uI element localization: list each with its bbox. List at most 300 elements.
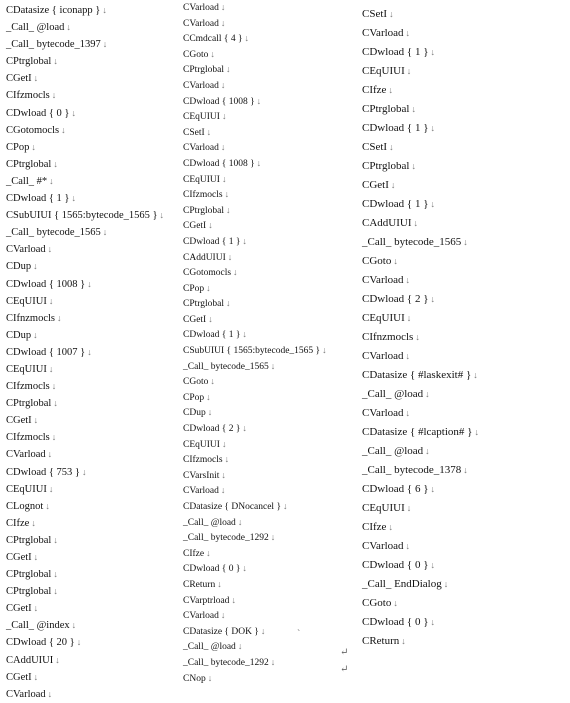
code-line: [6, 617, 164, 634]
code-text: CPtrglobal: [183, 65, 224, 76]
code-line: [362, 5, 479, 24]
code-text: CDwload { 753 }: [6, 466, 80, 478]
code-line: [183, 343, 327, 359]
code-line: [183, 499, 327, 515]
code-text: CVarptrload: [183, 595, 230, 606]
code-line: [183, 483, 327, 499]
paragraph-mark-icon: ↓: [47, 688, 53, 699]
code-text: CDwload { 1 }: [6, 193, 70, 205]
code-column-3: [362, 5, 479, 651]
code-line: [362, 214, 479, 233]
code-line: [6, 258, 164, 275]
code-text: CPtrglobal: [183, 205, 224, 216]
code-text: CIfzmocls: [6, 432, 50, 444]
code-line: [362, 594, 479, 613]
code-text: CDwload { 1 }: [183, 236, 241, 247]
code-text: CGoto: [362, 255, 392, 267]
code-text: CAddUIUI: [6, 654, 54, 666]
code-line: [362, 81, 479, 100]
code-line: [6, 412, 164, 429]
code-line: [6, 224, 164, 241]
code-text: CDwload { 1007 }: [6, 346, 86, 358]
paragraph-mark-icon: ↓: [81, 466, 87, 477]
code-text: CDatasize { #lcaption# }: [362, 426, 473, 438]
code-text: _Call_ @load: [183, 517, 236, 528]
paragraph-mark-icon: ↓: [425, 389, 430, 399]
code-text: CEqUIUI: [362, 65, 405, 77]
code-line: [362, 613, 479, 632]
code-line: [6, 19, 164, 36]
code-text: CEqUIUI: [183, 112, 220, 123]
paragraph-mark-icon: ↓: [33, 603, 39, 614]
code-line: [6, 378, 164, 395]
paragraph-mark-icon: ↓: [231, 594, 236, 605]
code-line: [183, 530, 327, 546]
paragraph-mark-icon: ↓: [206, 282, 211, 293]
paragraph-mark-icon: ↓: [87, 278, 92, 289]
code-line: [183, 390, 327, 406]
paragraph-mark-icon: ↓: [45, 500, 50, 511]
code-text: _Call_ @load: [6, 22, 65, 34]
code-line: [183, 265, 327, 281]
code-line: [362, 461, 479, 480]
paragraph-mark-icon: ↓: [237, 516, 243, 527]
paragraph-mark-icon: ↓: [66, 22, 71, 33]
code-text: CPop: [183, 283, 205, 294]
paragraph-mark-icon: ↓: [33, 415, 39, 426]
code-text: CDwload { 1 }: [362, 198, 429, 210]
paragraph-mark-icon: ↓: [49, 175, 54, 186]
paragraph-mark-icon: ↓: [389, 142, 394, 152]
code-line: [183, 374, 327, 390]
paragraph-mark-icon: ↓: [430, 560, 435, 570]
paragraph-mark-icon: ↓: [227, 251, 233, 262]
paragraph-mark-icon: ↓: [473, 370, 478, 380]
code-line: [183, 31, 327, 47]
code-text: CIfnzmocls: [6, 312, 55, 324]
paragraph-mark-icon: ↓: [71, 193, 76, 204]
code-text: CGetI: [183, 221, 207, 232]
paragraph-mark-icon: ↓: [405, 28, 411, 38]
paragraph-mark-icon: ↓: [443, 579, 449, 589]
paragraph-mark-icon: ↓: [220, 2, 226, 12]
code-text: CDwload { 2 }: [183, 424, 241, 435]
code-text: CDup: [183, 408, 206, 419]
code-text: CCmdcall { 4 }: [183, 34, 243, 45]
code-text: CEqUIUI: [183, 439, 220, 450]
code-text: CDwload { 6 }: [362, 483, 429, 495]
code-text: CGetI: [6, 552, 32, 563]
code-line: [6, 310, 164, 327]
code-line: [362, 100, 479, 119]
code-text: CDwload { 20 }: [6, 637, 75, 649]
return-mark: ↵: [340, 647, 349, 658]
code-line: [362, 404, 479, 423]
paragraph-mark-icon: ↓: [393, 256, 398, 266]
paragraph-mark-icon: ↓: [206, 126, 212, 137]
code-text: CVarload: [183, 80, 219, 91]
code-line: [183, 327, 327, 343]
paragraph-mark-icon: ↓: [405, 351, 411, 361]
paragraph-mark-icon: ↓: [221, 111, 227, 122]
code-line: [6, 652, 164, 669]
paragraph-mark-icon: ↓: [33, 329, 38, 340]
code-line: [6, 464, 164, 481]
code-line: [183, 140, 327, 156]
paragraph-mark-icon: ↓: [210, 48, 215, 59]
code-line: [183, 359, 327, 375]
paragraph-mark-icon: ↓: [388, 522, 393, 532]
code-text: CVarload: [183, 611, 219, 622]
code-text: CPtrglobal: [362, 103, 410, 115]
paragraph-mark-icon: ↓: [87, 346, 92, 357]
code-line: [6, 634, 164, 651]
paragraph-mark-icon: ↓: [463, 465, 468, 475]
paragraph-mark-icon: ↓: [270, 656, 276, 667]
code-text: CDatasize { #laskexit# }: [362, 369, 472, 381]
paragraph-mark-icon: ↓: [221, 438, 227, 449]
code-line: [6, 481, 164, 498]
code-text: CVarload: [362, 350, 404, 362]
code-line: [362, 43, 479, 62]
code-line: [183, 561, 327, 577]
code-line: [6, 36, 164, 53]
code-text: CDwload { 1 }: [362, 122, 429, 134]
code-text: CIfze: [183, 548, 205, 559]
code-line: [362, 271, 479, 290]
code-line: [183, 109, 327, 125]
code-text: _Call_ bytecode_1565: [362, 236, 462, 248]
paragraph-mark-icon: ↓: [226, 298, 231, 309]
code-line: [6, 70, 164, 87]
code-text: CEqUIUI: [362, 502, 405, 514]
code-text: CGotomocls: [183, 268, 232, 279]
paragraph-mark-icon: ↓: [102, 227, 108, 238]
code-line: [362, 347, 479, 366]
code-text: CPop: [6, 141, 30, 153]
code-text: CEqUIUI: [6, 295, 47, 307]
code-text: CPtrglobal: [6, 586, 52, 598]
paragraph-mark-icon: ↓: [51, 432, 57, 443]
paragraph-mark-icon: ↓: [53, 398, 58, 409]
code-text: CVarload: [183, 18, 219, 29]
code-line: [183, 125, 327, 141]
code-text: CDup: [6, 329, 32, 341]
code-line: [6, 361, 164, 378]
code-line: [183, 172, 327, 188]
paragraph-mark-icon: ↓: [206, 391, 211, 402]
code-line: [6, 583, 164, 600]
code-text: CVarsInit: [183, 470, 220, 481]
paragraph-mark-icon: ↓: [51, 381, 57, 392]
code-line: [362, 442, 479, 461]
code-line: [183, 546, 327, 562]
code-line: [362, 499, 479, 518]
code-text: CVarload: [183, 486, 219, 497]
code-line: [6, 122, 164, 139]
paragraph-mark-icon: ↓: [53, 586, 58, 597]
code-text: CPtrglobal: [6, 534, 52, 546]
paragraph-mark-icon: ↓: [389, 9, 394, 19]
code-text: CIfzmocls: [183, 455, 223, 466]
code-line: [183, 250, 327, 266]
code-column-1: [6, 2, 164, 703]
code-line: [6, 395, 164, 412]
code-line: [362, 233, 479, 252]
paragraph-mark-icon: ↓: [33, 671, 39, 682]
code-text: CVarload: [362, 540, 404, 552]
paragraph-mark-icon: ↓: [217, 578, 222, 589]
code-line: [6, 344, 164, 361]
code-line: [183, 405, 327, 421]
code-text: CEqUIUI: [183, 174, 220, 185]
code-line: [362, 119, 479, 138]
code-text: CDwload { 0 }: [362, 616, 429, 628]
code-text: CVarload: [362, 274, 404, 286]
code-text: CGoto: [183, 49, 209, 60]
code-text: CDwload { 1008 }: [6, 278, 86, 290]
code-text: CEqUIUI: [6, 483, 47, 495]
paragraph-mark-icon: ↓: [401, 636, 406, 646]
paragraph-mark-icon: ↓: [220, 79, 226, 90]
paragraph-mark-icon: ↓: [388, 85, 393, 95]
code-text: CReturn: [183, 579, 216, 590]
code-line: [6, 549, 164, 566]
code-line: [183, 655, 327, 671]
code-text: CDwload { 0 }: [6, 107, 70, 119]
code-text: CGetI: [6, 415, 32, 427]
return-mark: ↵: [340, 664, 349, 675]
code-line: [6, 532, 164, 549]
code-line: [183, 156, 327, 172]
paragraph-mark-icon: ↓: [390, 180, 396, 190]
code-line: [6, 241, 164, 258]
code-line: [6, 429, 164, 446]
code-text: _Call_ @load: [362, 445, 424, 457]
code-text: CGetI: [6, 73, 32, 85]
code-line: [183, 608, 327, 624]
code-line: [6, 600, 164, 617]
code-line: [6, 669, 164, 686]
code-line: [6, 498, 164, 515]
paragraph-mark-icon: ↓: [242, 235, 247, 246]
paragraph-mark-icon: ↓: [224, 454, 230, 465]
code-text: CSetI: [183, 127, 205, 138]
code-line: [6, 686, 164, 703]
paragraph-mark-icon: ↓: [233, 267, 238, 278]
code-text: CGetI: [6, 603, 32, 615]
paragraph-mark-icon: ↓: [413, 218, 418, 228]
code-line: [183, 639, 327, 655]
paragraph-mark-icon: ↓: [51, 90, 57, 101]
code-text: _Call_ @index: [6, 620, 70, 632]
code-text: CSetI: [362, 141, 388, 153]
code-line: [362, 366, 479, 385]
paragraph-mark-icon: ↓: [221, 469, 226, 480]
code-text: CDwload { 1 }: [362, 46, 429, 58]
code-text: CVarload: [362, 27, 404, 39]
code-text: _Call_ #*: [6, 175, 48, 187]
paragraph-mark-icon: ↓: [256, 95, 262, 106]
code-text: CDwload { 2 }: [362, 293, 429, 305]
code-line: [183, 437, 327, 453]
code-line: [362, 176, 479, 195]
code-line: [183, 312, 327, 328]
paragraph-mark-icon: ↓: [425, 446, 430, 456]
code-text: CPtrglobal: [6, 398, 52, 410]
code-text: CDatasize { iconapp }: [6, 5, 101, 16]
paragraph-mark-icon: ↓: [405, 541, 411, 551]
code-text: CIfze: [362, 84, 387, 96]
code-line: [362, 290, 479, 309]
paragraph-mark-icon: ↓: [406, 503, 412, 513]
paragraph-mark-icon: ↓: [430, 123, 435, 133]
paragraph-mark-icon: ↓: [31, 141, 36, 152]
code-line: [183, 187, 327, 203]
paragraph-mark-icon: ↓: [61, 124, 66, 135]
code-text: _Call_ bytecode_1292: [183, 657, 269, 668]
code-text: CEqUIUI: [6, 363, 47, 375]
code-line: [183, 234, 327, 250]
code-text: CVarload: [6, 449, 46, 461]
code-text: CNop: [183, 673, 206, 684]
paragraph-mark-icon: ↓: [405, 275, 411, 285]
paragraph-mark-icon: ↓: [221, 173, 227, 184]
paragraph-mark-icon: ↓: [220, 142, 226, 153]
paragraph-mark-icon: ↓: [406, 66, 412, 76]
paragraph-mark-icon: ↓: [220, 17, 226, 28]
paragraph-mark-icon: ↓: [224, 189, 230, 200]
paragraph-mark-icon: ↓: [430, 294, 435, 304]
code-text: CVarload: [6, 688, 46, 700]
code-text: CPtrglobal: [6, 56, 52, 68]
paragraph-mark-icon: ↓: [220, 610, 226, 621]
code-line: [183, 671, 327, 687]
code-text: CDwload { 1008 }: [183, 96, 255, 107]
paragraph-mark-icon: ↓: [208, 313, 213, 324]
paragraph-mark-icon: ↓: [270, 360, 276, 371]
code-text: _Call_ bytecode_1378: [362, 464, 462, 476]
code-text: _Call_ bytecode_1565: [183, 361, 269, 372]
code-line: [362, 138, 479, 157]
code-text: CSubUIUI { 1565:bytecode_1565 }: [6, 210, 158, 222]
code-line: [362, 632, 479, 651]
paragraph-mark-icon: ↓: [159, 210, 165, 221]
code-text: CGoto: [183, 377, 209, 388]
paragraph-mark-icon: ↓: [102, 5, 107, 15]
code-text: _Call_ bytecode_1397: [6, 39, 101, 51]
paragraph-mark-icon: ↓: [207, 407, 213, 418]
code-text: CAddUIUI: [183, 252, 226, 263]
code-line: [183, 593, 327, 609]
code-text: CPtrglobal: [183, 299, 224, 310]
paragraph-mark-icon: ↓: [33, 552, 39, 562]
code-text: CSubUIUI { 1565:bytecode_1565 }: [183, 346, 321, 357]
code-line: [6, 105, 164, 122]
code-line: [6, 446, 164, 463]
paragraph-mark-icon: ↓: [53, 158, 58, 169]
code-text: CGoto: [362, 597, 392, 609]
paragraph-mark-icon: ↓: [48, 483, 54, 494]
code-text: CPtrglobal: [6, 569, 52, 581]
code-line: [6, 327, 164, 344]
code-line: [362, 328, 479, 347]
code-line: [6, 139, 164, 156]
code-line: [362, 537, 479, 556]
code-line: [6, 515, 164, 532]
code-line: [362, 518, 479, 537]
paragraph-mark-icon: ↓: [53, 56, 58, 67]
code-text: CGotomocls: [6, 124, 60, 136]
code-line: [6, 276, 164, 293]
paragraph-mark-icon: ↓: [474, 427, 479, 437]
code-line: [6, 156, 164, 173]
code-text: CIfzmocls: [183, 190, 223, 201]
code-line: [362, 575, 479, 594]
code-line: [362, 62, 479, 81]
paragraph-mark-icon: ↓: [48, 295, 54, 306]
paragraph-mark-icon: ↓: [207, 672, 213, 683]
paragraph-mark-icon: ↓: [208, 220, 213, 231]
code-line: [183, 624, 327, 640]
code-line: [183, 296, 327, 312]
paragraph-mark-icon: ↓: [393, 598, 398, 608]
code-text: CDwload { 1 }: [183, 330, 241, 341]
code-text: CVarload: [362, 407, 404, 419]
code-text: CDwload { 0 }: [183, 564, 241, 575]
code-line: [6, 87, 164, 104]
code-line: [183, 0, 327, 16]
code-column-2: [183, 0, 327, 686]
code-line: [183, 62, 327, 78]
code-text: CAddUIUI: [362, 217, 412, 229]
paragraph-mark-icon: ↓: [33, 73, 39, 84]
code-text: CVarload: [183, 3, 219, 13]
code-text: _Call_ @load: [362, 388, 424, 400]
code-text: CDatasize { DOK }: [183, 626, 259, 637]
code-line: [6, 566, 164, 583]
code-line: [183, 421, 327, 437]
paragraph-mark-icon: ↓: [102, 39, 108, 50]
code-line: [362, 252, 479, 271]
code-text: CReturn: [362, 635, 400, 647]
code-line: [6, 173, 164, 190]
code-line: [183, 47, 327, 63]
code-text: CVarload: [6, 244, 46, 256]
code-text: CEqUIUI: [362, 312, 405, 324]
code-line: [362, 309, 479, 328]
code-line: [6, 2, 164, 19]
paragraph-mark-icon: ↓: [283, 501, 288, 511]
code-text: CIfze: [362, 521, 387, 533]
code-line: [183, 577, 327, 593]
code-text: CDatasize { DNocancel }: [183, 502, 282, 512]
code-line: [362, 423, 479, 442]
code-text: _Call_ bytecode_1565: [6, 227, 101, 239]
paragraph-mark-icon: ↓: [33, 261, 38, 272]
paragraph-mark-icon: ↓: [430, 484, 435, 494]
paragraph-mark-icon: ↓: [242, 423, 247, 434]
paragraph-mark-icon: ↓: [430, 47, 435, 57]
code-text: CDwload { 1008 }: [183, 158, 255, 169]
paragraph-mark-icon: ↓: [244, 33, 250, 44]
paragraph-mark-icon: ↓: [47, 449, 53, 460]
code-text: CPop: [183, 392, 205, 403]
code-line: [183, 281, 327, 297]
code-text: CIfzmocls: [6, 90, 50, 102]
paragraph-mark-icon: ↓: [226, 204, 231, 215]
code-text: _Call_ EndDialog: [362, 578, 442, 590]
